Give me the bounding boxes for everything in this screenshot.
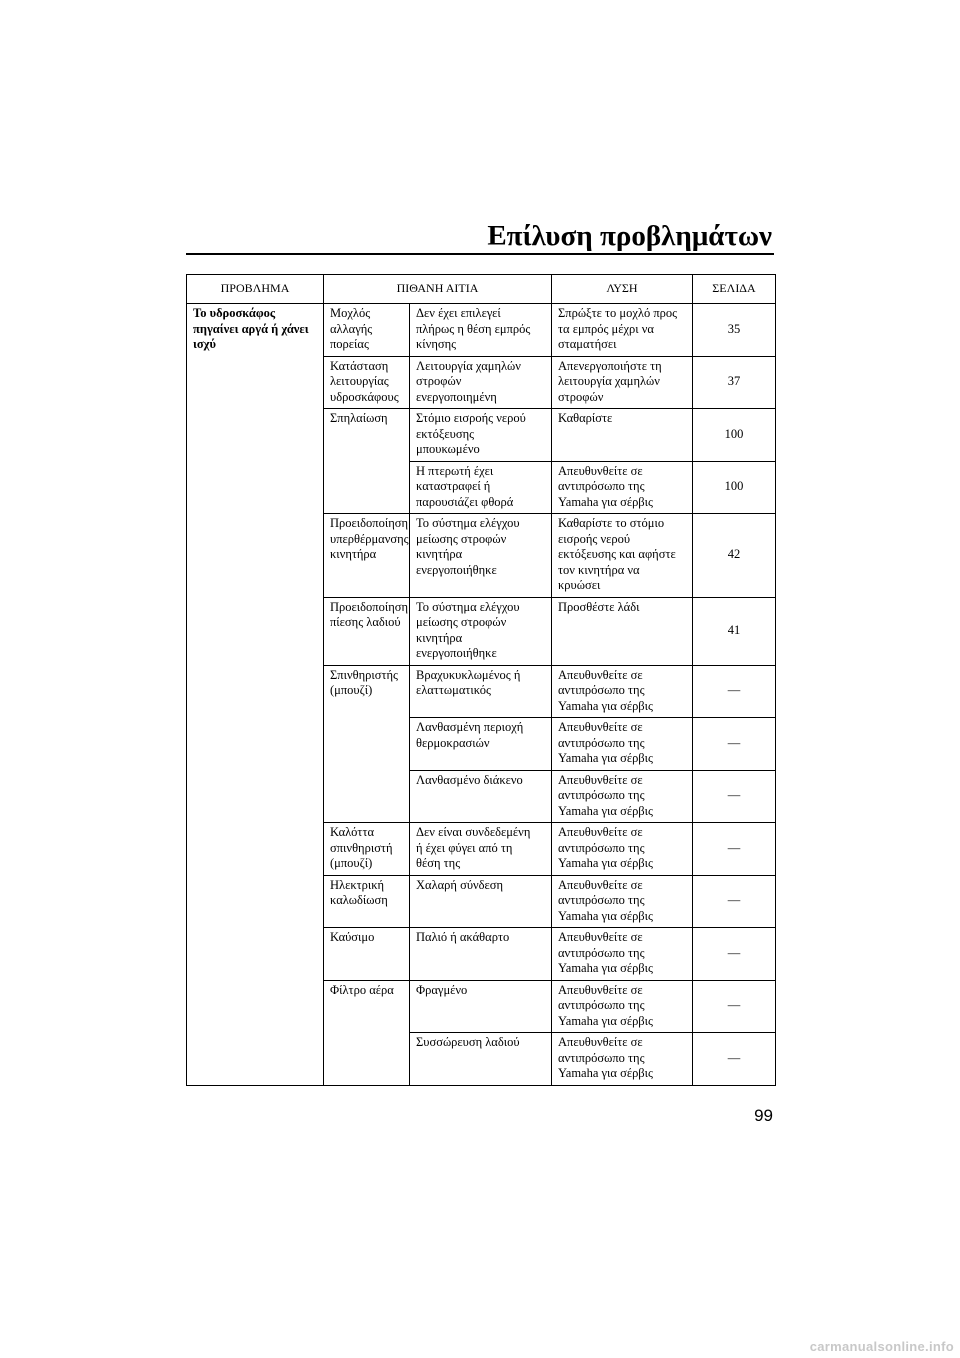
item-cell: Προειδοποίηση υπερθέρμανσης κινητήρα: [324, 514, 410, 598]
page-cell: —: [693, 718, 776, 771]
solution-cell: Καθαρίστε: [552, 409, 693, 462]
page-cell: 35: [693, 304, 776, 357]
cause-cell: Φραγμένο: [410, 980, 552, 1033]
item-cell: Φίλτρο αέρα: [324, 980, 410, 1085]
solution-cell: Απευθυνθείτε σε αντιπρόσωπο της Yamaha για σέρβις: [552, 665, 693, 718]
watermark: carmanualsonline.info: [809, 1339, 954, 1354]
cause-cell: Το σύστημα ελέγχου μείωσης στροφών κινητήρα ενεργοποιήθηκε: [410, 514, 552, 598]
page-cell: —: [693, 1033, 776, 1086]
page-cell: 100: [693, 461, 776, 514]
page-cell: —: [693, 770, 776, 823]
item-cell: Καλόττα σπινθηριστή (μπουζί): [324, 823, 410, 876]
item-cell: Προειδοποίηση πίεσης λαδιού: [324, 597, 410, 665]
item-cell: Σπηλαίωση: [324, 409, 410, 514]
table-header-row: [187, 275, 776, 304]
cause-cell: Δεν είναι συνδεδεμένη ή έχει φύγει από τη θέση της: [410, 823, 552, 876]
column-header-solution: ΛΥΣΗ: [552, 275, 693, 304]
cause-cell: Λανθασμένη περιοχή θερμοκρασιών: [410, 718, 552, 771]
cause-cell: Λειτουργία χαμηλών στροφών ενεργοποιημένη: [410, 356, 552, 409]
item-cell: Ηλεκτρική καλωδίωση: [324, 875, 410, 928]
troubleshooting-table: [186, 274, 776, 1086]
page-cell: —: [693, 823, 776, 876]
solution-cell: Απευθυνθείτε σε αντιπρόσωπο της Yamaha για σέρβις: [552, 823, 693, 876]
page-number: 99: [754, 1106, 773, 1125]
item-cell: Σπινθηριστής (μπουζί): [324, 665, 410, 823]
page-cell: 42: [693, 514, 776, 598]
cause-cell: Βραχυκυκλωμένος ή ελαττωματικός: [410, 665, 552, 718]
cause-cell: Παλιό ή ακάθαρτο: [410, 928, 552, 981]
item-cell: Κατάσταση λειτουργίας υδροσκάφους: [324, 356, 410, 409]
page-title: Επίλυση προβλημάτων: [487, 220, 772, 252]
title-rule: [186, 253, 774, 255]
solution-cell: Απενεργοποιήστε τη λειτουργία χαμηλών στροφών: [552, 356, 693, 409]
cause-cell: Το σύστημα ελέγχου μείωσης στροφών κινητήρα ενεργοποιήθηκε: [410, 597, 552, 665]
solution-cell: Απευθυνθείτε σε αντιπρόσωπο της Yamaha για σέρβις: [552, 461, 693, 514]
cause-cell: Δεν έχει επιλεγεί πλήρως η θέση εμπρός κίνησης: [410, 304, 552, 357]
page-cell: 37: [693, 356, 776, 409]
cause-cell: Συσσώρευση λαδιού: [410, 1033, 552, 1086]
cause-cell: Λανθασμένο διάκενο: [410, 770, 552, 823]
solution-cell: Απευθυνθείτε σε αντιπρόσωπο της Yamaha για σέρβις: [552, 980, 693, 1033]
cause-cell: Στόμιο εισροής νερού εκτόξευσης μπουκωμένο: [410, 409, 552, 462]
solution-cell: Καθαρίστε το στόμιο εισροής νερού εκτόξευσης και αφήστε τον κινητήρα να κρυώσει: [552, 514, 693, 598]
page-cell: —: [693, 980, 776, 1033]
table-row: [187, 304, 776, 357]
item-cell: Μοχλός αλλαγής πορείας: [324, 304, 410, 357]
solution-cell: Προσθέστε λάδι: [552, 597, 693, 665]
cause-cell: Χαλαρή σύνδεση: [410, 875, 552, 928]
solution-cell: Απευθυνθείτε σε αντιπρόσωπο της Yamaha για σέρβις: [552, 770, 693, 823]
solution-cell: Απευθυνθείτε σε αντιπρόσωπο της Yamaha για σέρβις: [552, 875, 693, 928]
item-cell: Καύσιμο: [324, 928, 410, 981]
solution-cell: Απευθυνθείτε σε αντιπρόσωπο της Yamaha για σέρβις: [552, 928, 693, 981]
column-header-problem: ΠΡΟΒΛΗΜΑ: [187, 275, 324, 304]
column-header-cause: ΠΙΘΑΝΗ ΑΙΤΙΑ: [324, 275, 552, 304]
cause-cell: Η πτερωτή έχει καταστραφεί ή παρουσιάζει φθορά: [410, 461, 552, 514]
page-cell: —: [693, 665, 776, 718]
column-header-page: ΣΕΛΙΔΑ: [693, 275, 776, 304]
solution-cell: Σπρώξτε το μοχλό προς τα εμπρός μέχρι να σταματήσει: [552, 304, 693, 357]
page-cell: 100: [693, 409, 776, 462]
page-cell: —: [693, 928, 776, 981]
solution-cell: Απευθυνθείτε σε αντιπρόσωπο της Yamaha για σέρβις: [552, 1033, 693, 1086]
page-cell: 41: [693, 597, 776, 665]
solution-cell: Απευθυνθείτε σε αντιπρόσωπο της Yamaha για σέρβις: [552, 718, 693, 771]
problem-cell: Το υδροσκάφος πηγαίνει αργά ή χάνει ισχύ: [187, 304, 324, 1086]
page-cell: —: [693, 875, 776, 928]
